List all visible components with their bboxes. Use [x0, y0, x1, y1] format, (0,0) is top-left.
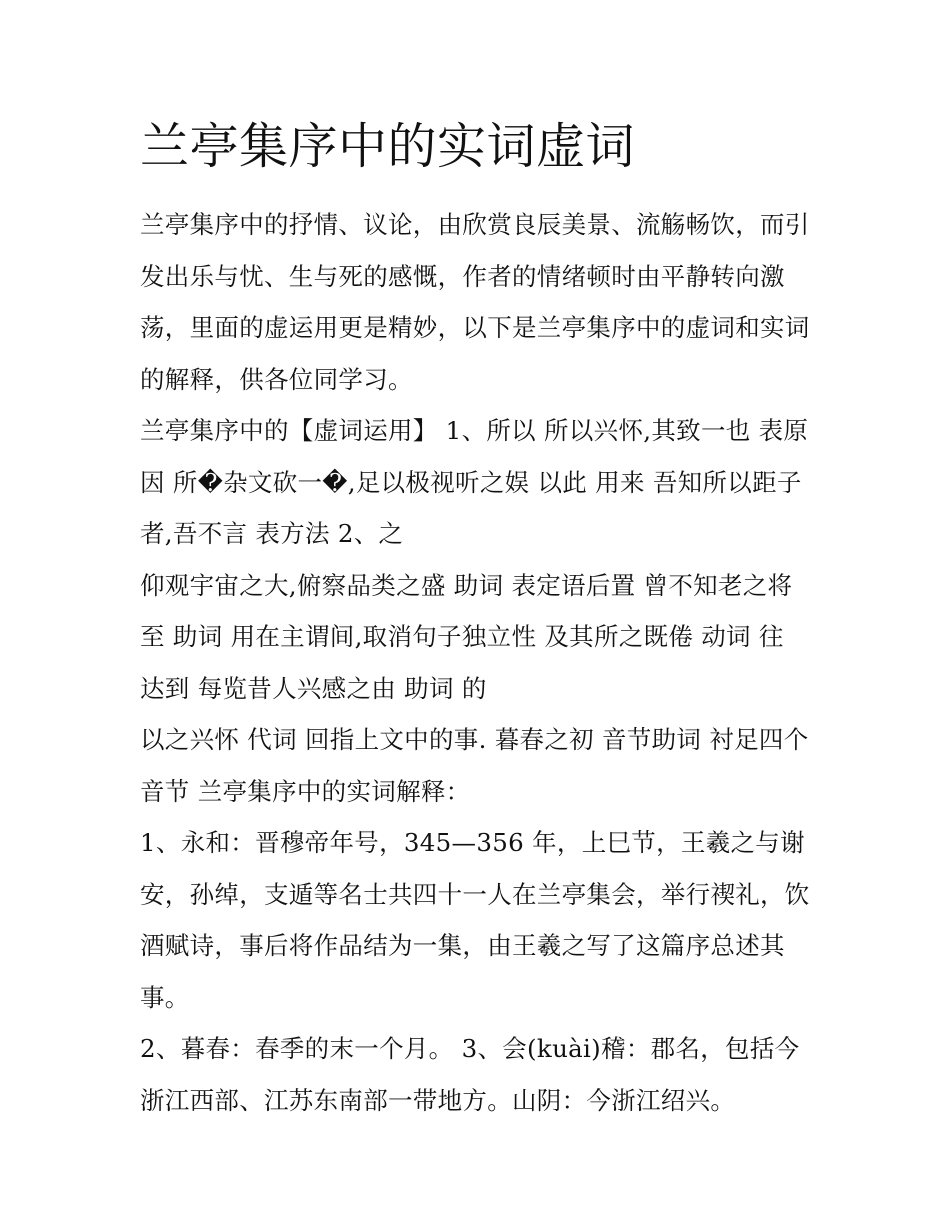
zhi-usage-continued-paragraph: 以之兴怀 代词 回指上文中的事. 暮春之初 音节助词 衬足四个音节 兰亭集序中的实词解释： [140, 725, 809, 806]
intro-paragraph: 兰亭集序中的抒情、议论，由欣赏良辰美景、流觞畅饮，而引发出乐与忧、生与死的感慨，作者的情绪顿时由平静转向激荡，里面的虚运用更是精妙，以下是兰亭集序中的虚词和实词的解释，供各位同学习。 [140, 210, 810, 394]
document-title: 兰亭集序中的实词虚词 [140, 118, 636, 175]
content-words-item-1: 1、永和：晋穆帝年号，345—356 年，上巳节，王羲之与谢安，孙绰，支遁等名士共四十一人在兰亭集会，举行禊礼，饮酒赋诗，事后将作品结为一集，由王羲之写了这篇序总述其事。 [140, 828, 810, 1012]
function-words-paragraph: 兰亭集序中的【虚词运用】 1、所以 所以兴怀,其致一也 表原因 所�杂文砍一�,足以极视听之娱 以此 用来 吾知所以距子者,吾不言 表方法 2、之 [140, 416, 809, 548]
zhi-usage-paragraph: 仰观宇宙之大,俯察品类之盛 助词 表定语后置 曾不知老之将至 助词 用在主谓间,取消句子独立性 及其所之既倦 动词 往 达到 每览昔人兴感之由 助词 的 [140, 570, 793, 703]
content-words-item-2: 2、暮春：春季的末一个月。 3、会(kuài)稽：郡名，包括今浙江西部、江苏东南部一带地方。山阴：今浙江绍兴。 [140, 1034, 800, 1115]
document-page [140, 112, 816, 1126]
document-body [140, 199, 816, 1126]
